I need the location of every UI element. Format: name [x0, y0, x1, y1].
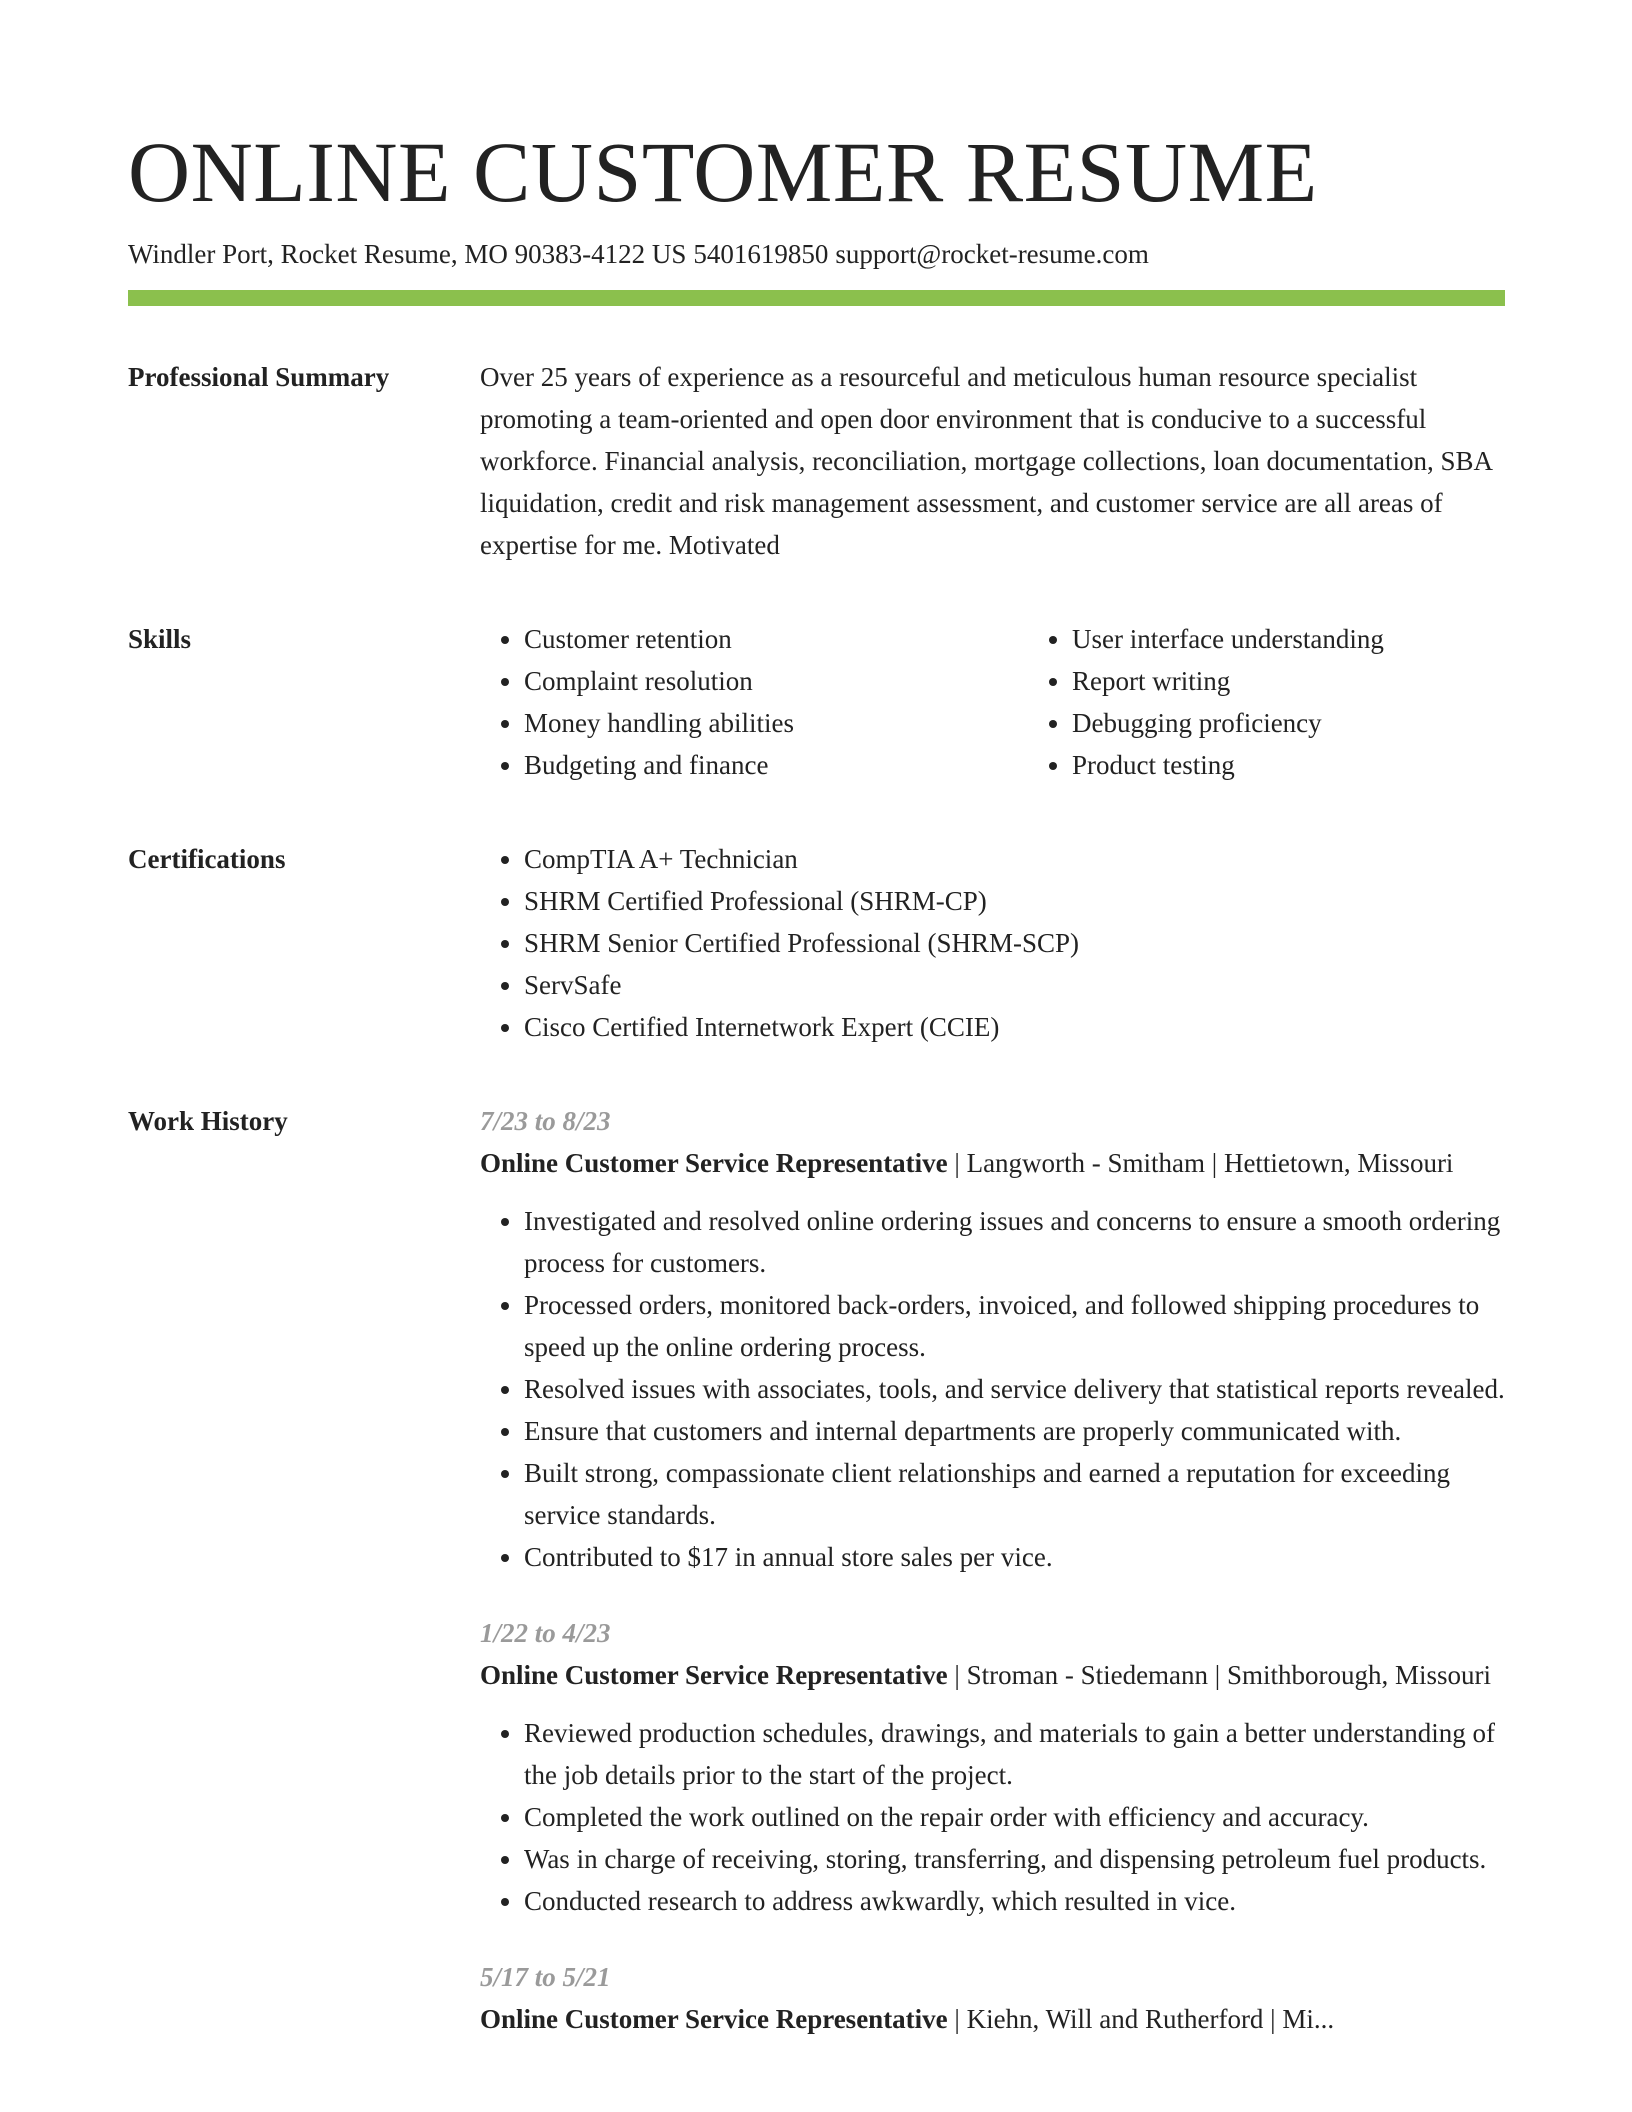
work-history-body	[480, 1100, 1505, 2074]
contact-line	[128, 236, 1505, 272]
skill-item: • Product testing	[1072, 744, 1505, 786]
job-entry	[480, 1956, 1505, 2040]
certification-item: • CompTIA A+ Technician	[524, 838, 1505, 880]
contact-phone: 5401619850	[693, 239, 829, 269]
job-bullet: • Contributed to $17 in annual store sales per vice.	[524, 1536, 1505, 1578]
job-bullet: • Was in charge of receiving, storing, transferring, and dispensing petroleum fuel products.	[524, 1838, 1505, 1880]
certification-item: • SHRM Certified Professional (SHRM-CP)	[524, 880, 1505, 922]
resume-title: ONLINE CUSTOMER RESUME	[128, 124, 1318, 220]
certification-item: • Cisco Certified Internetwork Expert (CCIE)	[524, 1006, 1505, 1048]
job-heading	[480, 1998, 1505, 2040]
job-bullet: • Completed the work outlined on the repair order with efficiency and accuracy.	[524, 1796, 1505, 1838]
job-details: | Kiehn, Will and Rutherford | Mi...	[947, 2004, 1335, 2034]
job-dates: 7/23 to 8/23	[480, 1106, 611, 1136]
certifications-list	[480, 838, 1505, 1048]
job-entry	[480, 1612, 1505, 1922]
job-bullets	[480, 1712, 1505, 1922]
contact-email: support@rocket-resume.com	[835, 239, 1149, 269]
skill-item: • Customer retention	[524, 618, 1028, 660]
skills-list-right	[1028, 618, 1505, 786]
job-bullet: • Built strong, compassionate client relationships and earned a reputation for exceeding service standards.	[524, 1452, 1505, 1536]
skills-grid	[480, 618, 1505, 786]
job-bullet: • Resolved issues with associates, tools, and service delivery that statistical reports revealed.	[524, 1368, 1505, 1410]
skill-item: • Complaint resolution	[524, 660, 1028, 702]
skill-item: • Budgeting and finance	[524, 744, 1028, 786]
skill-item: • User interface understanding	[1072, 618, 1505, 660]
job-bullet: • Processed orders, monitored back-orders, invoiced, and followed shipping procedures to speed up the online ordering process.	[524, 1284, 1505, 1368]
job-heading	[480, 1142, 1505, 1184]
job-heading	[480, 1654, 1505, 1696]
work-history-section	[128, 1100, 1505, 2074]
skills-section	[128, 618, 1505, 786]
section-label-work-history: Work History	[128, 1106, 288, 1136]
job-dates: 5/17 to 5/21	[480, 1962, 611, 1992]
certification-item: • SHRM Senior Certified Professional (SHRM-SCP)	[524, 922, 1505, 964]
skill-item: • Money handling abilities	[524, 702, 1028, 744]
section-label-skills: Skills	[128, 624, 192, 654]
certifications-body	[480, 838, 1505, 1048]
skills-list-left	[480, 618, 1028, 786]
skill-item: • Report writing	[1072, 660, 1505, 702]
job-title: Online Customer Service Representative	[480, 2004, 948, 2034]
section-label-certifications: Certifications	[128, 844, 286, 874]
job-entry	[480, 1100, 1505, 1578]
job-title: Online Customer Service Representative	[480, 1148, 948, 1178]
section-label-summary: Professional Summary	[128, 362, 390, 392]
job-bullet: • Conducted research to address awkwardly, which resulted in vice.	[524, 1880, 1505, 1922]
skill-item: • Debugging proficiency	[1072, 702, 1505, 744]
resume-page	[128, 118, 1505, 2074]
job-bullet: • Reviewed production schedules, drawings, and materials to gain a better understanding of the job details prior to the start of the project.	[524, 1712, 1505, 1796]
job-details: | Stroman - Stiedemann | Smithborough, Missouri	[947, 1660, 1491, 1690]
job-bullet: • Investigated and resolved online ordering issues and concerns to ensure a smooth ordering process for customers.	[524, 1200, 1505, 1284]
job-bullet: • Ensure that customers and internal departments are properly communicated with.	[524, 1410, 1505, 1452]
certification-item: • ServSafe	[524, 964, 1505, 1006]
header-divider	[128, 290, 1505, 306]
job-title: Online Customer Service Representative	[480, 1660, 948, 1690]
job-details: | Langworth - Smitham | Hettietown, Missouri	[947, 1148, 1454, 1178]
summary-section	[128, 356, 1505, 566]
summary-text: Over 25 years of experience as a resourceful and meticulous human resource specialist promoting a team-oriented and open door environment that is conducive to a successful workforce. Financial analysis, reconciliation, mortgage collections, loan documentation, SBA liquidation, credit and risk management assessment, and customer service are all areas of expertise for me. Motivated	[480, 362, 1492, 560]
job-bullets	[480, 1200, 1505, 1578]
certifications-section	[128, 838, 1505, 1048]
job-dates: 1/22 to 4/23	[480, 1618, 611, 1648]
contact-address: Windler Port, Rocket Resume, MO 90383-4122 US	[128, 239, 687, 269]
